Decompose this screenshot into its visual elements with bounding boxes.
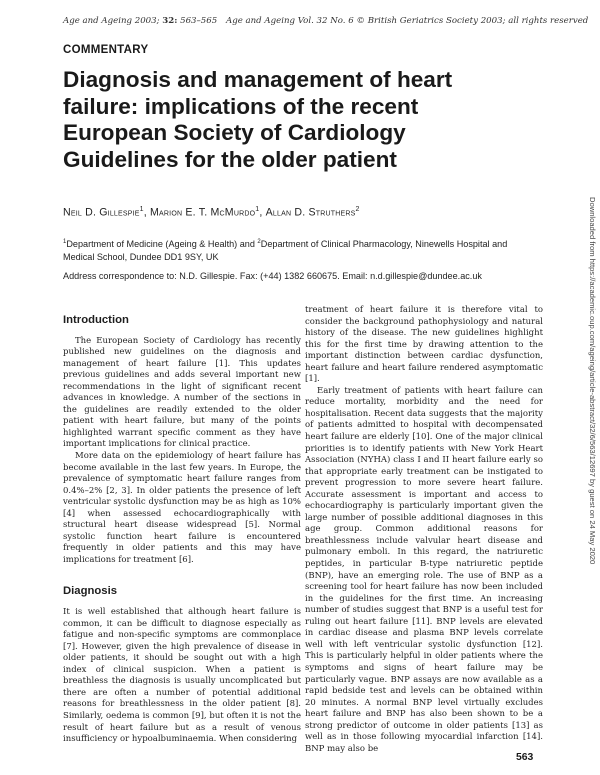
journal-pages: 563–565 [180,16,218,26]
author-affiliation-marker: 1 [255,206,260,213]
left-column [63,299,301,746]
section-label: COMMENTARY [63,44,149,56]
download-note-text: Downloaded from https://academic.oup.com/ageing/article-abstract/32/6/563/12697 by guest on 24 May 2020 [588,197,597,565]
article-title: Diagnosis and management of heart failure: implications of the recent European Society of Cardiology Guidelines for the older patient [63,67,453,172]
author-separator: , [143,206,151,219]
journal-copyright: Age and Ageing Vol. 32 No. 6 © British Geriatrics Society 2003; all rights reserved [226,16,589,26]
journal-name: Age and Ageing 2003; [63,16,160,26]
paragraph: treatment of heart failure it is therefore vital to consider the background pathophysiology and natural history of the disease. The new guidelines highlight this for the first time by drawing attention to the important distinction between cardiac dysfunction, heart failure and heart failure rendered asymptomatic [1]. [305,305,543,385]
journal-volume: 32: [162,16,178,26]
affiliation-marker: 2 [257,239,261,245]
author-list [63,206,360,219]
author-separator: , [259,206,266,219]
author-name: Allan D. Struthers [265,206,356,219]
page-number: 563 [516,752,534,763]
paragraph: Early treatment of patients with heart failure can reduce mortality, morbidity and the need for hospitalisation. Recent data suggests that the majority of patients admitted to hospital with decompensated heart failure are elderly [10]. One of the major clinical priorities is to identify patients with New York Heart Association (NYHA) class I and II heart failure early so that appropriate early treatment can be instigated to prevent progression to more severe heart failure. Accurate assessment is important and access to echocardiography is particularly important given the large number of possible additional diagnoses in this age group. Common additional reasons for breathlessness include valvular heart disease and pulmonary emboli. In this regard, the natriuretic peptides, in particular B-type natriuretic peptide (BNP), have an emerging role. The use of BNP as a screening tool for heart failure has now been included in the guidelines for the first time. An increasing number of studies suggest that BNP is a useful test for ruling out heart failure [11]. BNP levels are elevated in cardiac disease and plasma BNP levels correlate well with left ventricular systolic dysfunction [12]. This is particularly helpful in older patients where the symptoms and signs of heart failure may be particularly vague. BNP assays are now available as a rapid bedside test and levels can be obtained within 20 minutes. A normal BNP level virtually excludes heart failure and BNP has also been shown to be a strong predictor of outcome in older patients [13] as well as in those following myocardial infarction [14]. BNP may also be [305,385,543,754]
author-name: Neil D. Gillespie [63,206,140,219]
correspondence-address: Address correspondence to: N.D. Gillespie. Fax: (+44) 1382 660675. Email: n.d.gillespie@dundee.ac.uk [63,271,482,281]
affiliations [63,236,533,264]
section-heading: Diagnosis [63,585,117,598]
affiliation-marker: 1 [63,239,67,245]
download-watermark [584,197,598,599]
author-name: Marion E. T. McMurdo [150,206,256,219]
right-column [305,305,543,755]
affiliation-text: Department of Clinical Pharmacology, Ninewells Hospital and Medical School, Dundee DD1 9SY, UK [63,239,508,262]
paragraph: It is well established that although heart failure is common, it can be difficult to diagnose especially as fatigue and non-specific symptoms are commonplace [7]. However, given the high prevalence of disease in older patients, it should be sought out with a high index of clinical suspicion. When a patient is breathless the diagnosis is usually uncomplicated but there are often a number of potential additional reasons for breathlessness in the older patient [8]. Similarly, oedema is common [9], but often it is not the result of heart failure but as a result of venous insufficiency or hypoalbuminaemia. When considering [63,607,301,745]
author-affiliation-marker: 2 [355,206,360,213]
paragraph: More data on the epidemiology of heart failure has become available in the last few years. In Europe, the prevalence of symptomatic heart failure ranges from 0.4%–2% [2, 3]. In older patients the presence of left ventricular systolic dysfunction may be as high as 10% [4] when assessed echocardiographically with structural heart disease widespread [5]. Normal systolic function heart failure is encountered frequently in older patients and this may have implications for treatment [6]. [63,451,301,565]
paragraph: The European Society of Cardiology has recently published new guidelines on the diagnosis and management of heart failure [1]. This updates previous guidelines and adds several important new recommendations in the light of significant recent advances in knowledge. A number of the sections in the guidelines are readily extended to the older patient with heart failure, but many of the points highlighted warrant specific comment as they have important implications for clinical practice. [63,335,301,450]
journal-citation [63,16,217,26]
author-affiliation-marker: 1 [139,206,144,213]
section-heading: Introduction [63,314,129,326]
affiliation-text: Department of Medicine (Ageing & Health) and [66,239,258,250]
